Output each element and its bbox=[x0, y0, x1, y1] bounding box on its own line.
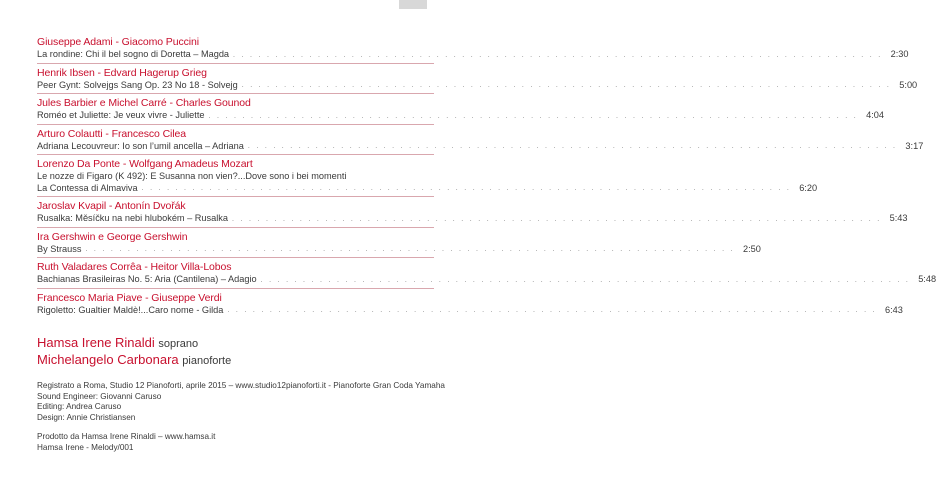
track-composers: Henrik Ibsen - Edvard Hagerup Grieg bbox=[37, 66, 207, 79]
dot-leader: . . . . . . . . . . . . . . . . . . . . . . . . . . . . . . . . . . . . . . . . . . . . . . . . . . . . . . . . . . . . . . . . . . . . . . . . . . . . . bbox=[85, 246, 735, 253]
credit-sound-engineer: Sound Engineer: Giovanni Caruso bbox=[37, 391, 162, 401]
track-item bbox=[37, 200, 908, 228]
credits bbox=[37, 381, 457, 453]
top-tab bbox=[399, 0, 427, 9]
track-line bbox=[37, 304, 903, 317]
track-title: La Contessa di Almaviva bbox=[37, 182, 138, 193]
performer-soprano bbox=[37, 335, 437, 352]
performers bbox=[37, 335, 437, 369]
track-composers: Jaroslav Kvapil - Antonín Dvořák bbox=[37, 200, 186, 212]
track-line bbox=[37, 213, 908, 225]
divider bbox=[37, 196, 434, 197]
divider bbox=[37, 227, 434, 228]
track-duration: 6:20 bbox=[799, 182, 818, 193]
track-line bbox=[37, 182, 818, 195]
track-composers: Lorenzo Da Ponte - Wolfgang Amadeus Mozart bbox=[37, 158, 253, 170]
track-item bbox=[37, 158, 818, 197]
track-duration: 5:48 bbox=[918, 274, 936, 284]
credit-producer: Prodotto da Hamsa Irene Rinaldi – www.hamsa.it bbox=[37, 432, 216, 441]
divider bbox=[37, 93, 434, 94]
track-title: By Strauss bbox=[37, 243, 82, 254]
performer-pianoforte bbox=[37, 352, 437, 369]
track-duration: 4:04 bbox=[866, 110, 884, 120]
track-item bbox=[37, 127, 924, 156]
track-line bbox=[37, 49, 909, 61]
track-list bbox=[37, 36, 936, 316]
track-title: Bachianas Brasileiras No. 5: Aria (Cantilena) – Adagio bbox=[37, 274, 257, 284]
track-title: Rigoletto: Gualtier Maldè!...Caro nome - Gilda bbox=[37, 304, 224, 315]
track-title: Rusalka: Měsíčku na nebi hlubokém – Rusalka bbox=[37, 213, 228, 223]
track-composers: Ruth Valadares Corrêa - Heitor Villa-Lobos bbox=[37, 261, 232, 273]
dot-leader: . . . . . . . . . . . . . . . . . . . . . . . . . . . . . . . . . . . . . . . . . . . . . . . . . . . . . . . . . . . . . . . . . . . . . . . . . . . . . bbox=[208, 112, 858, 120]
track-title: Peer Gynt: Solvejgs Sang Op. 23 No 18 - Solvejg bbox=[37, 79, 238, 90]
dot-leader: . . . . . . . . . . . . . . . . . . . . . . . . . . . . . . . . . . . . . . . . . . . . . . . . . . . . . . . . . . . . . . . . . . . . . . . . . . . . . bbox=[247, 143, 898, 150]
divider bbox=[37, 154, 434, 155]
dot-leader: . . . . . . . . . . . . . . . . . . . . . . . . . . . . . . . . . . . . . . . . . . . . . . . . . . . . . . . . . . . . . . . . . . . . . . . . . . . . . bbox=[233, 51, 883, 59]
credit-recording: Registrato a Roma, Studio 12 Pianoforti, aprile 2015 – www.studio12pianoforti.it - Pianoforte Gran Coda Yamaha bbox=[37, 381, 445, 390]
track-title: Le nozze di Figaro (K 492): E Susanna non vien?...Dove sono i bei momenti bbox=[37, 171, 347, 181]
track-item bbox=[37, 291, 903, 317]
dot-leader: . . . . . . . . . . . . . . . . . . . . . . . . . . . . . . . . . . . . . . . . . . . . . . . . . . . . . . . . . . . . . . . . . . . . . . . . . . . . . bbox=[232, 215, 882, 223]
track-composers: Francesco Maria Piave - Giuseppe Verdi bbox=[37, 291, 222, 304]
credit-editing: Editing: Andrea Caruso bbox=[37, 402, 122, 411]
credit-catalog: Hamsa Irene - Melody/001 bbox=[37, 442, 134, 452]
track-title: Adriana Lecouvreur: Io son l’umil ancella – Adriana bbox=[37, 140, 244, 151]
performer-name: Hamsa Irene Rinaldi bbox=[37, 335, 155, 350]
divider bbox=[37, 257, 434, 258]
track-duration: 5:00 bbox=[899, 79, 918, 90]
track-item bbox=[37, 97, 884, 125]
divider bbox=[37, 63, 434, 64]
track-duration: 6:43 bbox=[884, 304, 903, 315]
performer-role: soprano bbox=[158, 338, 199, 350]
track-composers: Ira Gershwin e George Gershwin bbox=[37, 230, 188, 243]
track-duration: 2:30 bbox=[890, 49, 909, 59]
track-line bbox=[37, 274, 936, 286]
dot-leader: . . . . . . . . . . . . . . . . . . . . . . . . . . . . . . . . . . . . . . . . . . . . . . . . . . . . . . . . . . . . . . . . . . . . . . . . . . . . . bbox=[227, 307, 877, 314]
dot-leader: . . . . . . . . . . . . . . . . . . . . . . . . . . . . . . . . . . . . . . . . . . . . . . . . . . . . . . . . . . . . . . . . . . . . . . . . . . . . . bbox=[141, 185, 792, 192]
track-title: La rondine: Chi il bel sogno di Doretta – Magda bbox=[37, 49, 230, 59]
track-line bbox=[37, 243, 761, 256]
track-title: Roméo et Juliette: Je veux vivre - Juliette bbox=[37, 110, 205, 120]
track-duration: 3:17 bbox=[905, 140, 924, 151]
track-composers: Jules Barbier e Michel Carré - Charles Gounod bbox=[37, 97, 251, 109]
track-duration: 5:43 bbox=[889, 213, 908, 223]
performer-name: Michelangelo Carbonara bbox=[37, 352, 179, 367]
dot-leader: . . . . . . . . . . . . . . . . . . . . . . . . . . . . . . . . . . . . . . . . . . . . . . . . . . . . . . . . . . . . . . . . . . . . . . . . . . . . . bbox=[241, 82, 892, 89]
track-composers: Giuseppe Adami - Giacomo Puccini bbox=[37, 36, 199, 48]
track-line bbox=[37, 171, 434, 183]
track-item bbox=[37, 66, 918, 95]
track-line bbox=[37, 140, 924, 153]
track-duration: 2:50 bbox=[743, 243, 761, 254]
dot-leader: . . . . . . . . . . . . . . . . . . . . . . . . . . . . . . . . . . . . . . . . . . . . . . . . . . . . . . . . . . . . . . . . . . . . . . . . . . . . . bbox=[260, 276, 911, 284]
divider bbox=[37, 288, 434, 289]
track-item bbox=[37, 261, 936, 289]
credit-gap bbox=[37, 423, 457, 432]
credit-design: Design: Annie Christiansen bbox=[37, 412, 136, 422]
track-line bbox=[37, 79, 918, 92]
track-composers: Arturo Colautti - Francesco Cilea bbox=[37, 127, 187, 140]
track-line bbox=[37, 110, 884, 122]
track-item bbox=[37, 230, 761, 259]
divider bbox=[37, 124, 434, 125]
track-item bbox=[37, 36, 909, 64]
performer-role: pianoforte bbox=[182, 355, 232, 367]
